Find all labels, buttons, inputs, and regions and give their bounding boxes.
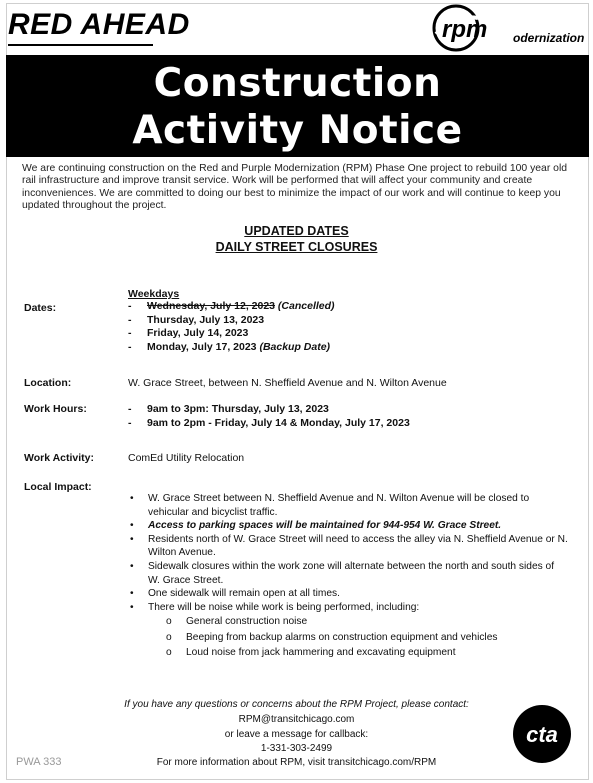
logo-rule (8, 44, 153, 46)
cta-logo-icon (512, 704, 572, 764)
list-item: • Residents north of W. Grace Street will need to access the alley via N. Sheffield Avenue or N. Wilton Avenue. (130, 533, 568, 559)
dates-label: Dates: (24, 302, 57, 314)
rpm-modernization-logo (428, 4, 588, 56)
date-item: - Friday, July 14, 2023 (128, 327, 249, 339)
weekdays-label: Weekdays (128, 288, 180, 300)
sub-list-item: o Loud noise from jack hammering and excavating equipment (166, 647, 456, 659)
list-item: • Sidewalk closures within the work zone will alternate between the north and south sides of W. Grace Street. (130, 560, 555, 586)
document-code: PWA 333 (16, 756, 62, 768)
date-item: - Monday, July 17, 2023 (Backup Date) (128, 340, 331, 353)
location-value: W. Grace Street, between N. Sheffield Avenue and N. Wilton Avenue (128, 377, 447, 389)
rpm-logo-text: rpm (442, 16, 488, 43)
list-item: • Access to parking spaces will be maintained for 944-954 W. Grace Street. (130, 520, 502, 532)
title-line-2: Activity Notice (132, 108, 463, 153)
location-label: Location: (24, 377, 72, 389)
callback-line: or leave a message for callback: (224, 729, 369, 740)
work-activity-value: ComEd Utility Relocation (128, 452, 245, 464)
work-hours-label: Work Hours: (24, 403, 87, 415)
dates-list (128, 300, 335, 354)
updated-dates-heading: UPDATED DATES (244, 224, 349, 238)
list-item: • W. Grace Street between N. Sheffield Avenue and N. Wilton Avenue will be closed to vehicular and bicyclist traffic. (130, 493, 530, 518)
list-item: • One sidewalk will remain open at all times. (130, 588, 340, 600)
daily-closures-heading: DAILY STREET CLOSURES (215, 240, 378, 254)
title-line-1: Construction (153, 61, 442, 106)
intro-paragraph: We are continuing construction on the Red and Purple Modernization (RPM) Phase One project to rebuild 100 year old rail infrastructure and improve transit service. Work will be performed that will affect your community and create inconveniences. We are committed to doing our best to minimize the impact of our work and will continue to keep you updated throughout the project. (22, 163, 568, 212)
cta-logo (512, 704, 572, 764)
work-hours-list (128, 403, 410, 430)
more-info-line: For more information about RPM, visit transitchicago.com/RPM (156, 757, 437, 768)
contact-email[interactable]: RPM@transitchicago.com (238, 714, 355, 725)
red-ahead-logo: RED AHEAD (8, 8, 190, 41)
hours-item: - 9am to 2pm - Friday, July 14 & Monday, July 17, 2023 (128, 416, 410, 429)
date-item: - Wednesday, July 12, 2023 (Cancelled) (128, 300, 335, 312)
contact-question: If you have any questions or concerns about the RPM Project, please contact: (124, 699, 469, 710)
rpm-logo-icon (428, 4, 588, 56)
sub-list-item: o General construction noise (166, 616, 308, 628)
local-impact-list (128, 492, 568, 661)
rpm-logo-word: odernization (513, 31, 585, 45)
sub-list-item: o Beeping from backup alarms on construction equipment and vehicles (166, 631, 498, 643)
list-item: • There will be noise while work is being performed, including: (130, 601, 420, 613)
date-item: - Thursday, July 13, 2023 (128, 313, 265, 326)
local-impact-label: Local Impact: (24, 481, 92, 493)
contact-phone[interactable]: 1-331-303-2499 (260, 743, 333, 754)
cta-logo-text: cta (526, 722, 558, 747)
work-activity-label: Work Activity: (24, 452, 95, 464)
hours-item: - 9am to 3pm: Thursday, July 13, 2023 (128, 403, 329, 415)
